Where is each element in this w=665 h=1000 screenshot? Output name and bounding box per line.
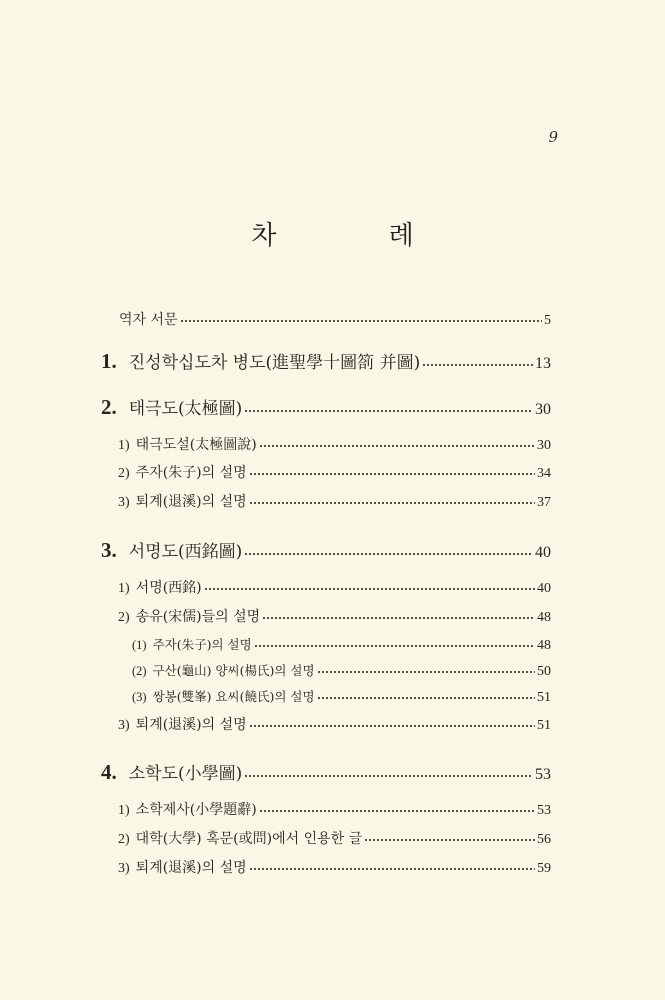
toc-entry-number: 2) [118, 610, 130, 625]
toc-entry-page: 5 [544, 313, 551, 328]
toc-entry-number: 2) [118, 466, 130, 481]
toc-title: 차 례 [251, 221, 466, 251]
toc-entry-number: (3) [132, 690, 147, 704]
dot-leader [249, 724, 535, 728]
toc-entry[interactable] [118, 491, 551, 511]
toc-entry[interactable] [101, 759, 551, 785]
toc-entry-number: 2. [101, 395, 117, 419]
toc-entry-number: 3) [118, 718, 130, 733]
toc-entry-page: 37 [537, 495, 551, 510]
toc-entry-label: 역자 서문 [119, 312, 178, 328]
toc-entry-label: 쌍봉(雙峯) 요씨(饒氏)의 설명 [152, 689, 315, 704]
toc-entry-number: 1) [118, 803, 130, 818]
toc-entry-label: 대학(大學) 혹문(或問)에서 인용한 글 [135, 831, 363, 847]
toc-entry-label: 퇴계(退溪)의 설명 [135, 494, 247, 510]
toc-entry-number: 4. [101, 760, 117, 784]
toc-entry-number: (2) [132, 664, 147, 678]
toc-entry-label: 주자(朱子)의 설명 [135, 465, 247, 481]
dot-leader [364, 838, 535, 842]
toc-entry-number: 1. [101, 349, 117, 373]
dot-leader [422, 363, 533, 367]
toc-entry-page: 30 [537, 438, 551, 453]
toc-entry-page: 34 [537, 466, 551, 481]
toc-entry-label: 주자(朱子)의 설명 [152, 637, 252, 652]
toc-entry-label: 구산(龜山) 양씨(楊氏)의 설명 [152, 663, 315, 678]
dot-leader [244, 774, 533, 778]
toc-entry-page: 51 [537, 690, 551, 705]
toc-entry[interactable] [118, 577, 551, 597]
toc-entry-label: 태극도설(太極圖說) [135, 437, 257, 453]
toc-entry-page: 50 [537, 664, 551, 679]
toc-entry[interactable] [118, 714, 551, 734]
toc-entry-number: 3. [101, 538, 117, 562]
toc-entry-page: 30 [535, 401, 551, 418]
toc-entry[interactable] [118, 799, 551, 819]
toc-entry[interactable] [101, 394, 551, 420]
toc-entry-page: 48 [537, 610, 551, 625]
toc-entry[interactable] [118, 606, 551, 626]
dot-leader [249, 501, 535, 505]
dot-leader [204, 587, 535, 591]
dot-leader [317, 696, 535, 700]
toc-entry-page: 53 [537, 803, 551, 818]
toc-entry-page: 56 [537, 832, 551, 847]
toc-entry-label: 퇴계(退溪)의 설명 [135, 860, 247, 876]
toc-entry-number: 1) [118, 581, 130, 596]
dot-leader [259, 444, 535, 448]
toc-entry[interactable] [119, 309, 551, 329]
toc-entry[interactable] [118, 462, 551, 482]
toc-entry-page: 59 [537, 861, 551, 876]
toc-entry-label: 소학제사(小學題辭) [135, 802, 257, 818]
toc-entry-number: 2) [118, 832, 130, 847]
toc-entry-number: 3) [118, 495, 130, 510]
dot-leader [244, 409, 533, 413]
toc-entry-label: 진성학십도차 병도(進聖學十圖箚 并圖) [128, 353, 421, 373]
toc-entry-label: 소학도(小學圖) [128, 764, 243, 784]
toc-entry[interactable] [132, 661, 551, 680]
toc-entry-label: 태극도(太極圖) [128, 399, 243, 419]
toc-entry[interactable] [101, 348, 551, 374]
dot-leader [317, 670, 535, 674]
dot-leader [254, 644, 535, 648]
toc-entry-number: (1) [132, 638, 147, 652]
toc-entry-page: 13 [535, 355, 551, 372]
toc-entry-label: 서명도(西銘圖) [128, 542, 243, 562]
toc-entry[interactable] [118, 434, 551, 454]
toc-entry[interactable] [101, 537, 551, 563]
toc-entry-page: 53 [535, 766, 551, 783]
toc-entry-page: 48 [537, 638, 551, 653]
toc-entry-label: 서명(西銘) [135, 580, 202, 596]
toc-entry-label: 퇴계(退溪)의 설명 [135, 717, 247, 733]
dot-leader [244, 552, 533, 556]
toc-entry-number: 3) [118, 861, 130, 876]
dot-leader [249, 472, 535, 476]
page-number: 9 [548, 128, 558, 146]
toc-entry[interactable] [132, 687, 551, 706]
toc-entry-label: 송유(宋儒)들의 설명 [135, 609, 261, 625]
toc-entry-page: 40 [535, 544, 551, 561]
toc-entry-page: 40 [537, 581, 551, 596]
dot-leader [262, 616, 535, 620]
toc-entry[interactable] [118, 828, 551, 848]
dot-leader [180, 319, 542, 323]
toc-entry[interactable] [132, 635, 551, 654]
dot-leader [249, 867, 535, 871]
toc-entry-page: 51 [537, 718, 551, 733]
dot-leader [259, 809, 535, 813]
toc-entry[interactable] [118, 857, 551, 877]
toc-entry-number: 1) [118, 438, 130, 453]
